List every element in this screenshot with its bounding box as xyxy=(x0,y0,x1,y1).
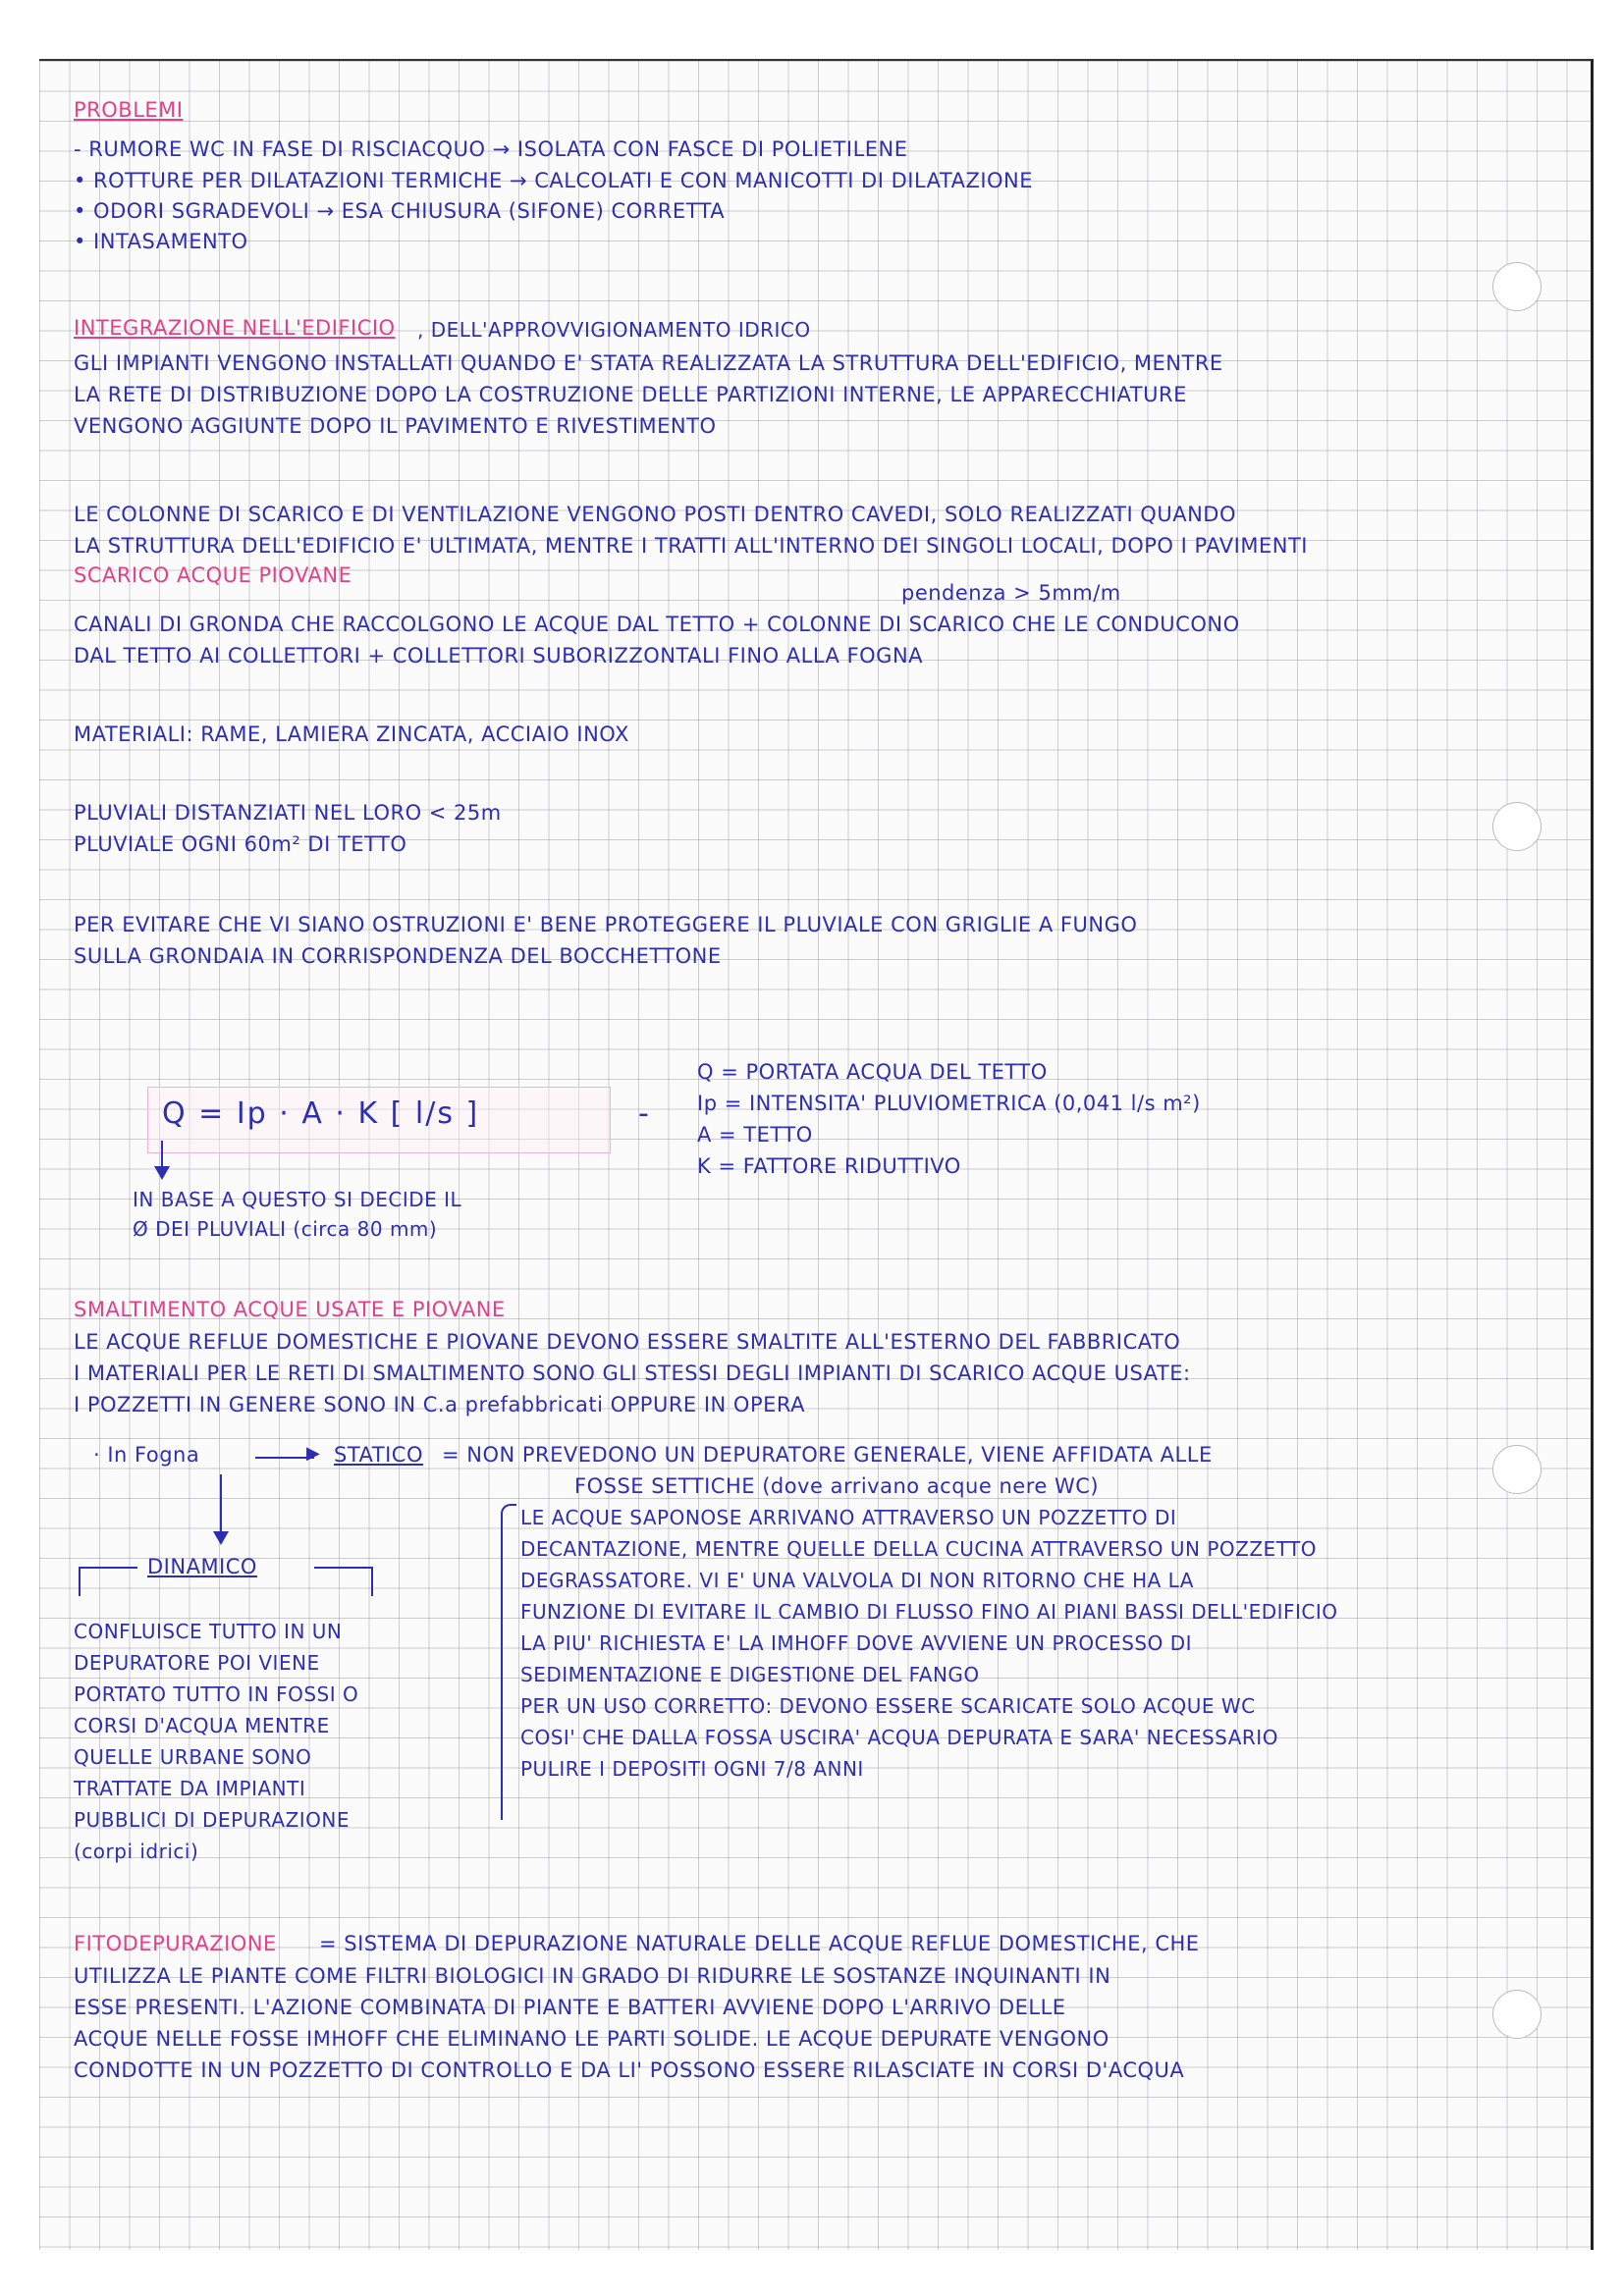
section-title-fitodepurazione: FITODEPURAZIONE xyxy=(74,1932,277,1955)
dinamico-label: DINAMICO xyxy=(147,1555,257,1578)
dinamico-line: QUELLE URBANE SONO xyxy=(74,1745,312,1769)
statico-detail: DECANTAZIONE, MENTRE QUELLE DELLA CUCINA ATTRAVERSO UN POZZETTO xyxy=(520,1537,1318,1561)
binder-hole xyxy=(1492,1990,1542,2039)
paragraph-line: I POZZETTI IN GENERE SONO IN C.a prefabbricati OPPURE IN OPERA xyxy=(74,1393,805,1416)
formula-legend-item: Ip = INTENSITA' PLUVIOMETRICA (0,041 l/s m²) xyxy=(697,1092,1201,1115)
statico-line: = NON PREVEDONO UN DEPURATORE GENERALE, VIENE AFFIDATA ALLE xyxy=(442,1443,1213,1467)
dinamico-line: PORTATO TUTTO IN FOSSI O xyxy=(74,1682,359,1706)
pendenza-note: pendenza > 5mm/m xyxy=(901,581,1121,605)
paragraph-line: VENGONO AGGIUNTE DOPO IL PAVIMENTO E RIVESTIMENTO xyxy=(74,414,717,438)
statico-label: STATICO xyxy=(334,1443,423,1467)
branch-line xyxy=(371,1567,373,1596)
formula: Q = Ip · A · K [ l/s ] xyxy=(162,1096,480,1131)
branch-line xyxy=(79,1567,81,1596)
statico-detail: PER UN USO CORRETTO: DEVONO ESSERE SCARICATE SOLO ACQUE WC xyxy=(520,1694,1256,1718)
binder-hole xyxy=(1492,1445,1542,1494)
section-title-problemi: PROBLEMI xyxy=(74,98,184,122)
arrow-right-icon: ▶ xyxy=(306,1443,321,1464)
paragraph-line: LE COLONNE DI SCARICO E DI VENTILAZIONE VENGONO POSTI DENTRO CAVEDI, SOLO REALIZZATI QUANDO xyxy=(74,503,1236,526)
pluviali-line: PLUVIALE OGNI 60m² DI TETTO xyxy=(74,832,407,856)
statico-detail: FUNZIONE DI EVITARE IL CAMBIO DI FLUSSO FINO AI PIANI BASSI DELL'EDIFICIO xyxy=(520,1600,1338,1624)
paragraph-line: ACQUE NELLE FOSSE IMHOFF CHE ELIMINANO LE PARTI SOLIDE. LE ACQUE DEPURATE VENGONO xyxy=(74,2027,1109,2051)
statico-detail: PULIRE I DEPOSITI OGNI 7/8 ANNI xyxy=(520,1757,864,1781)
statico-detail: SEDIMENTAZIONE E DIGESTIONE DEL FANGO xyxy=(520,1663,980,1686)
paragraph-line: I MATERIALI PER LE RETI DI SMALTIMENTO SONO GLI STESSI DEGLI IMPIANTI DI SCARICO ACQUE USATE: xyxy=(74,1362,1191,1385)
statico-detail: LA PIU' RICHIESTA E' LA IMHOFF DOVE AVVIENE UN PROCESSO DI xyxy=(520,1631,1193,1655)
paragraph-line: = SISTEMA DI DEPURAZIONE NATURALE DELLE ACQUE REFLUE DOMESTICHE, CHE xyxy=(319,1932,1200,1955)
problem-item: • ODORI SGRADEVOLI → ESA CHIUSURA (SIFONE) CORRETTA xyxy=(74,199,726,223)
formula-legend-item: K = FATTORE RIDUTTIVO xyxy=(697,1154,961,1178)
pluviali-line: PLUVIALI DISTANZIATI NEL LORO < 25m xyxy=(74,801,502,825)
section-title-integrazione: INTEGRAZIONE NELL'EDIFICIO xyxy=(74,316,396,340)
section-subtitle-integrazione: , DELL'APPROVVIGIONAMENTO IDRICO xyxy=(417,318,811,342)
dinamico-line: PUBBLICI DI DEPURAZIONE xyxy=(74,1808,351,1832)
paragraph-line: LA RETE DI DISTRIBUZIONE DOPO LA COSTRUZIONE DELLE PARTIZIONI INTERNE, LE APPARECCHIATURE xyxy=(74,383,1187,406)
branch-line xyxy=(314,1567,373,1569)
paragraph-line: PER EVITARE CHE VI SIANO OSTRUZIONI E' BENE PROTEGGERE IL PLUVIALE CON GRIGLIE A FUNGO xyxy=(74,913,1138,936)
dinamico-line: (corpi idrici) xyxy=(74,1840,199,1863)
paragraph-line: UTILIZZA LE PIANTE COME FILTRI BIOLOGICI IN GRADO DI RIDURRE LE SOSTANZE INQUINANTI IN xyxy=(74,1964,1111,1988)
paragraph-line: DAL TETTO AI COLLETTORI + COLLETTORI SUBORIZZONTALI FINO ALLA FOGNA xyxy=(74,644,924,667)
arrow-shaft xyxy=(220,1474,222,1533)
paragraph-line: LE ACQUE REFLUE DOMESTICHE E PIOVANE DEVONO ESSERE SMALTITE ALL'ESTERNO DEL FABBRICATO xyxy=(74,1330,1181,1354)
binder-holes xyxy=(1492,61,1551,2250)
paragraph-line: CANALI DI GRONDA CHE RACCOLGONO LE ACQUE DAL TETTO + COLONNE DI SCARICO CHE LE CONDUCONO xyxy=(74,613,1240,636)
paragraph-line: GLI IMPIANTI VENGONO INSTALLATI QUANDO E' STATA REALIZZATA LA STRUTTURA DELL'EDIFICIO, MENTRE xyxy=(74,351,1223,375)
statico-line: FOSSE SETTICHE (dove arrivano acque nere WC) xyxy=(574,1474,1100,1498)
dinamico-line: TRATTATE DA IMPIANTI xyxy=(74,1777,306,1800)
section-title-smaltimento: SMALTIMENTO ACQUE USATE E PIOVANE xyxy=(74,1298,506,1321)
materiali-line: MATERIALI: RAME, LAMIERA ZINCATA, ACCIAIO INOX xyxy=(74,722,629,746)
dinamico-line: CORSI D'ACQUA MENTRE xyxy=(74,1714,330,1737)
bracket xyxy=(501,1504,516,1820)
dinamico-line: CONFLUISCE TUTTO IN UN xyxy=(74,1620,343,1643)
paragraph-line: LA STRUTTURA DELL'EDIFICIO E' ULTIMATA, MENTRE I TRATTI ALL'INTERNO DEI SINGOLI LOCALI, DOPO I PAVIMENTI xyxy=(74,534,1308,558)
branch-line xyxy=(79,1567,137,1569)
binder-hole xyxy=(1492,262,1542,311)
notebook-page xyxy=(39,59,1594,2250)
paragraph-line: CONDOTTE IN UN POZZETTO DI CONTROLLO E DA LI' POSSONO ESSERE RILASCIATE IN CORSI D'ACQUA xyxy=(74,2058,1185,2082)
dinamico-line: DEPURATORE POI VIENE xyxy=(74,1651,320,1675)
problem-item: • ROTTURE PER DILATAZIONI TERMICHE → CALCOLATI E CON MANICOTTI DI DILATAZIONE xyxy=(74,169,1034,192)
formula-note: Ø DEI PLUVIALI (circa 80 mm) xyxy=(133,1217,438,1241)
section-title-scarico: SCARICO ACQUE PIOVANE xyxy=(74,563,352,587)
fogna-label: · In Fogna xyxy=(93,1443,200,1467)
paragraph-line: ESSE PRESENTI. L'AZIONE COMBINATA DI PIANTE E BATTERI AVVIENE DOPO L'ARRIVO DELLE xyxy=(74,1996,1066,2019)
formula-dash: - xyxy=(638,1096,651,1131)
arrow-down-icon xyxy=(213,1531,229,1545)
statico-detail: COSI' CHE DALLA FOSSA USCIRA' ACQUA DEPURATA E SARA' NECESSARIO xyxy=(520,1726,1278,1749)
formula-legend-item: A = TETTO xyxy=(697,1123,813,1147)
arrow-shaft xyxy=(255,1457,314,1459)
binder-hole xyxy=(1492,802,1542,851)
formula-legend-item: Q = PORTATA ACQUA DEL TETTO xyxy=(697,1060,1048,1084)
statico-detail: LE ACQUE SAPONOSE ARRIVANO ATTRAVERSO UN POZZETTO DI xyxy=(520,1506,1177,1529)
paragraph-line: SULLA GRONDAIA IN CORRISPONDENZA DEL BOCCHETTONE xyxy=(74,944,722,968)
problem-item: • INTASAMENTO xyxy=(74,230,248,253)
statico-detail: DEGRASSATORE. VI E' UNA VALVOLA DI NON RITORNO CHE HA LA xyxy=(520,1569,1194,1592)
formula-note: IN BASE A QUESTO SI DECIDE IL xyxy=(133,1188,462,1211)
arrow-shaft xyxy=(161,1141,163,1168)
arrow-down-icon xyxy=(154,1166,170,1180)
problem-item: - RUMORE WC IN FASE DI RISCIACQUO → ISOLATA CON FASCE DI POLIETILENE xyxy=(74,137,908,161)
